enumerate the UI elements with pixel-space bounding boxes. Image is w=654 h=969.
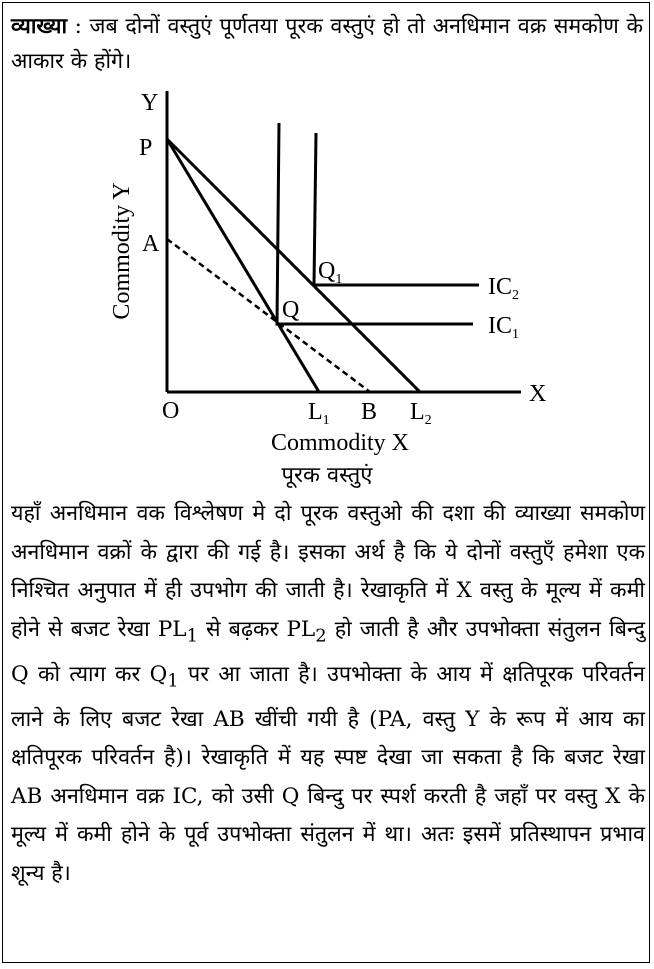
axis-x-title: Commodity X [270, 430, 410, 456]
point-label-q: Q [282, 297, 300, 323]
body-sub-1: 1 [186, 625, 198, 647]
point-label-l2-sub: 2 [424, 413, 432, 428]
intro-separator: : [67, 14, 90, 39]
curve-label-ic1-main: IC [488, 313, 512, 339]
point-label-l1-sub: 1 [322, 413, 330, 428]
indifference-curve-ic2 [314, 133, 479, 285]
body-text-2: से बढ़कर PL [197, 616, 316, 642]
origin-label: O [162, 398, 180, 424]
point-label-q1-main: Q [318, 258, 336, 284]
curve-label-ic1 [488, 313, 519, 342]
body-sub-2: 2 [315, 625, 327, 647]
point-label-q1 [318, 258, 342, 287]
explanation-paragraph [11, 495, 645, 894]
point-label-l1-main: L [308, 399, 323, 425]
axis-y-name: Y [141, 90, 159, 116]
body-sub-3: 1 [167, 669, 179, 691]
intro-label: व्याख्या [11, 14, 68, 39]
indifference-curve-ic1 [277, 123, 473, 324]
intro-text: जब दोनों वस्तुएं पूर्णतया पूरक वस्तुएं हो तो अनधिमान वक्र समकोण के आकार के होंगे। [11, 14, 643, 74]
point-label-l2 [410, 399, 432, 428]
curve-label-ic2-main: IC [488, 274, 512, 300]
budget-line-pl1 [167, 139, 319, 392]
curve-label-ic2 [488, 274, 519, 303]
curve-label-ic1-sub: 1 [512, 327, 519, 342]
diagram-caption: पूरक वस्तुएं [281, 463, 373, 488]
page [2, 2, 650, 963]
point-label-p: P [139, 135, 153, 161]
body-text-4: पर आ जाता है। उपभोक्ता के आय में क्षतिपूरक परिवर्तन लाने के लिए बजट रेखा AB खींची गयी है (PA, वस्तु Y के रूप में आय का क्षतिपूरक परिवर्तन है)। रेखाकृति में यह स्पष्ट देखा जा सकता है कि बजट रेखा AB अनधिमान वक्र IC, को उसी Q बिन्दु पर स्पर्श करती है जहाँ पर वस्तु X के मूल्य में कमी होने के पूर्व उपभोक्ता संतुलन में था। अतः इसमें प्रतिस्थापन प्रभाव शून्य है। [11, 661, 645, 886]
body-text-1: यहाँ अनधिमान वक विश्लेषण मे दो पूरक वस्तुओ की दशा की व्याख्या समकोण अनधिमान वक्रों के द्वारा की गई है। इसका अर्थ है कि ये दोनों वस्तुएँ हमेशा एक निश्चित अनुपात में ही उपभोग की जाती है। रेखाकृति में X वस्तु के मूल्य में कमी होने से बजट रेखा PL [11, 501, 645, 642]
point-label-b: B [361, 399, 378, 425]
point-label-l2-main: L [410, 399, 425, 425]
body-text-3: हो जाती है और उपभोक्ता संतुलन बिन्दु Q को त्याग कर Q [11, 616, 645, 687]
axis-x-name: X [529, 381, 547, 407]
compensating-budget-line-ab [167, 239, 370, 392]
budget-line-pl2 [167, 139, 420, 392]
point-label-l1 [308, 399, 330, 428]
point-label-q1-sub: 1 [335, 272, 343, 287]
curve-label-ic2-sub: 2 [512, 288, 519, 303]
point-label-a: A [142, 231, 160, 257]
indifference-curve-diagram [3, 81, 650, 491]
intro-paragraph [11, 9, 643, 79]
axis-y-title: Commodity Y [109, 182, 135, 320]
